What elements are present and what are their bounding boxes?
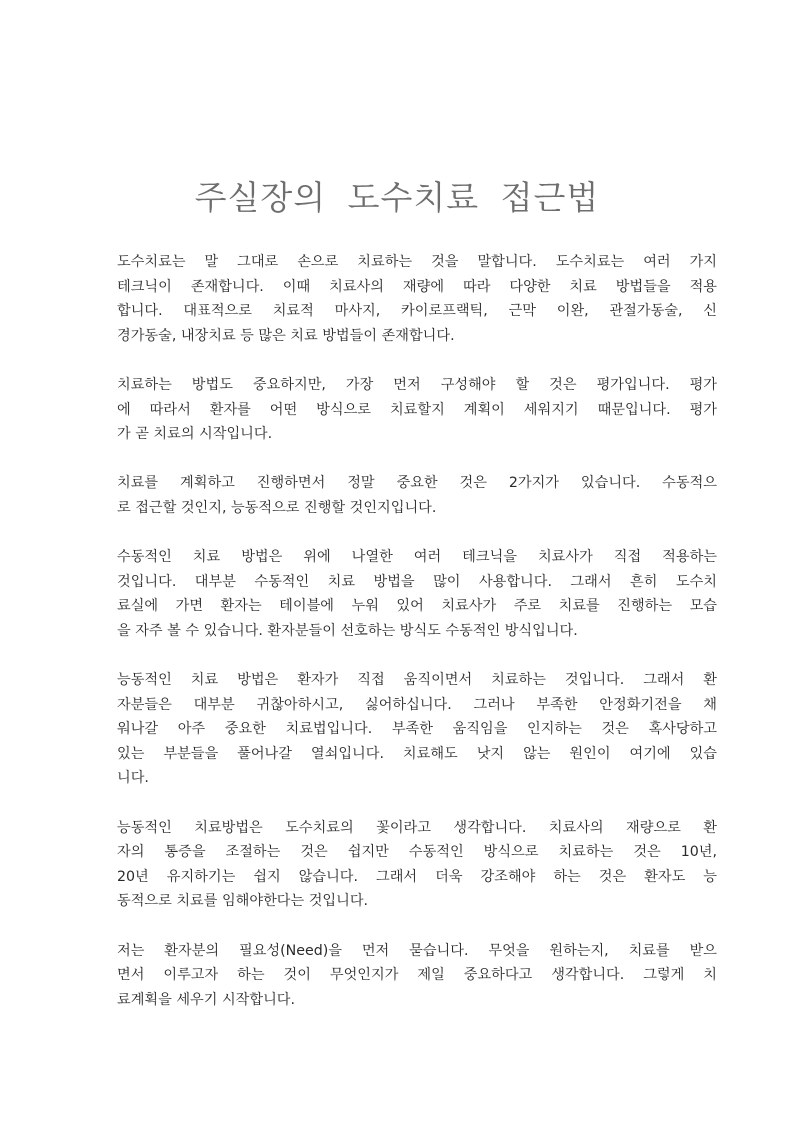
text-line: 저는 환자분의 필요성(Need)을 먼저 묻습니다. 무엇을 원하는지, 치료를 받으 bbox=[117, 942, 717, 959]
text-line: 도수치료는 말 그대로 손으로 치료하는 것을 말합니다. 도수치료는 여러 가지 bbox=[117, 254, 717, 270]
document-title: 주실장의 도수치료 접근법 bbox=[194, 178, 600, 217]
text-line: 을 자주 볼 수 있습니다. 환자분들이 선호하는 방식도 수동적인 방식입니다. bbox=[117, 622, 578, 639]
text-line: 에 따라서 환자를 어떤 방식으로 치료할지 계획이 세워지기 때문입니다. 평가 bbox=[117, 401, 717, 418]
paragraph-spacer bbox=[117, 914, 717, 939]
paragraph-evaluation bbox=[117, 373, 717, 447]
text-line: 자분들은 대부분 귀찮아하시고, 싫어하십니다. 그러나 부족한 안정화기전을 채 bbox=[117, 696, 717, 713]
paragraph-patient-need bbox=[117, 939, 717, 1013]
paragraph-manual-therapy-definition bbox=[117, 250, 717, 348]
text-line: 로 접근할 것인지, 능동적으로 진행할 것인지입니다. bbox=[117, 499, 437, 516]
paragraph-spacer bbox=[117, 791, 717, 816]
text-line: 것입니다. 대부분 수동적인 치료 방법을 많이 사용합니다. 그래서 흔히 도수치 bbox=[117, 573, 717, 590]
paragraph-spacer bbox=[117, 521, 717, 546]
text-line: 능동적인 치료 방법은 환자가 직접 움직이면서 치료하는 것입니다. 그래서 환 bbox=[117, 672, 717, 689]
text-line: 경가동술, 내장치료 등 많은 치료 방법들이 존재합니다. bbox=[117, 327, 455, 344]
text-line: 워나갈 아주 중요한 치료법입니다. 부족한 움직임을 인지하는 것은 혹사당하고 bbox=[117, 721, 717, 738]
paragraph-spacer bbox=[117, 348, 717, 373]
document-body bbox=[117, 250, 717, 1012]
text-line: 있는 부분들을 풀어나갈 열쇠입니다. 치료해도 낫지 않는 원인이 여기에 있습 bbox=[117, 745, 717, 762]
paragraph-spacer bbox=[117, 447, 717, 472]
text-line: 치료를 계획하고 진행하면서 정말 중요한 것은 2가지가 있습니다. 수동적으 bbox=[117, 475, 717, 492]
text-line: 자의 통증을 조절하는 것은 쉽지만 수동적인 방식으로 치료하는 것은 10년, bbox=[117, 844, 717, 861]
paragraph-active-emphasis bbox=[117, 816, 717, 914]
paragraph-spacer bbox=[117, 644, 717, 669]
text-line: 능동적인 치료방법은 도수치료의 꽃이라고 생각합니다. 치료사의 재량으로 환 bbox=[117, 819, 717, 836]
text-line: 테크닉이 존재합니다. 이때 치료사의 재량에 따라 다양한 치료 방법들을 적용 bbox=[117, 278, 717, 295]
text-line: 니다. bbox=[117, 770, 149, 787]
text-line: 동적으로 치료를 임해야한다는 것입니다. bbox=[117, 893, 369, 910]
paragraph-active-treatment bbox=[117, 668, 717, 791]
paragraph-passive-treatment bbox=[117, 545, 717, 643]
text-line: 면서 이루고자 하는 것이 무엇인지가 제일 중요하다고 생각합니다. 그렇게 치 bbox=[117, 967, 717, 984]
paragraph-passive-vs-active bbox=[117, 471, 717, 520]
text-line: 가 곧 치료의 시작입니다. bbox=[117, 426, 273, 443]
text-line: 료계획을 세우기 시작합니다. bbox=[117, 991, 295, 1008]
text-line: 수동적인 치료 방법은 위에 나열한 여러 테크닉을 치료사가 직접 적용하는 bbox=[117, 549, 717, 566]
text-line: 치료하는 방법도 중요하지만, 가장 먼저 구성해야 할 것은 평가입니다. 평가 bbox=[117, 376, 717, 393]
text-line: 20년 유지하기는 쉽지 않습니다. 그래서 더욱 강조해야 하는 것은 환자도 능 bbox=[117, 868, 717, 885]
text-line: 료실에 가면 환자는 테이블에 누워 있어 치료사가 주로 치료를 진행하는 모습 bbox=[117, 598, 717, 615]
text-line: 합니다. 대표적으로 치료적 마사지, 카이로프랙틱, 근막 이완, 관절가동술, 신 bbox=[117, 303, 717, 320]
